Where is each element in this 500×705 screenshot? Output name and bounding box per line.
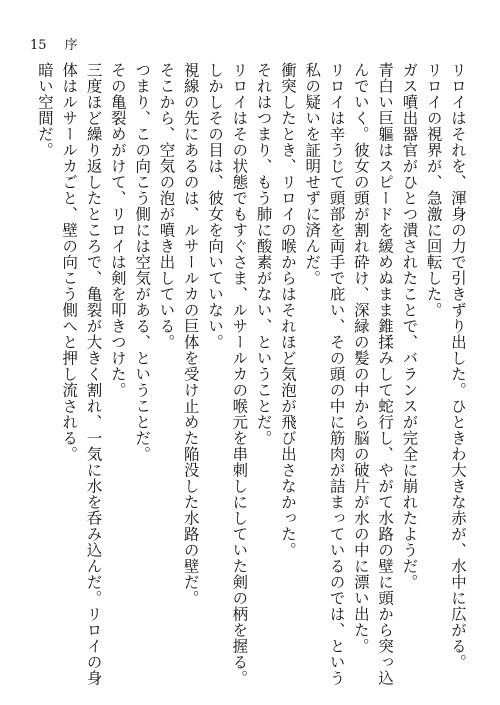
text-line: 衝突したとき、リロイの喉からはそれほど気泡が飛び出さなかった。 <box>278 62 297 558</box>
text-line: 三度ほど繰り返したところで、亀裂が大きく割れ、一気に水を呑み込んだ。リロイの身 <box>84 62 103 686</box>
body-text <box>33 62 470 686</box>
text-line: ガス噴出器官がひとつ潰されたことで、バランスが完全に崩れたようだ。 <box>400 62 419 590</box>
text-line: リロイはその状態でもすぐさま、ルサールカの喉元を串刺しにしていた剣の柄を握る。 <box>230 62 249 686</box>
page-number: 15 <box>30 38 47 53</box>
text-line: それはつまり、もう肺に酸素がない、ということだ。 <box>254 62 273 446</box>
text-line: 視線の先にあるのは、ルサールカの巨体を受け止めた陥没した水路の壁だ。 <box>181 62 200 606</box>
text-line: そこから、空気の泡が噴き出している。 <box>157 62 176 350</box>
text-line: 青白い巨軀はスピードを緩めぬまま錐揉みして蛇行し、やがて水路の壁に頭から突っ込 <box>376 62 395 686</box>
text-line: 暗い空間だ。 <box>35 62 54 158</box>
text-line: つまり、この向こう側には空気がある、ということだ。 <box>133 62 152 462</box>
page-header <box>30 38 78 54</box>
text-line: リロイの視界が、急激に回転した。 <box>424 62 443 318</box>
text-line: その亀裂めがけて、リロイは剣を叩きつけた。 <box>108 62 127 398</box>
text-line: んでいく。彼女の頭が割れ砕け、深緑の髪の中から脳の破片が水の中に漂い出た。 <box>351 62 370 654</box>
text-line: 体はルサールカごと、壁の向こう側へと押し流される。 <box>60 62 79 462</box>
text-line: しかしその目は、彼女を向いていない。 <box>206 62 225 350</box>
text-line: リロイは辛うじて頭部を両手で庇い、その頭の中に筋肉が詰まっているのでは、という <box>327 62 346 686</box>
text-line: 私の疑いを証明せずに済んだ。 <box>303 62 322 286</box>
text-line: リロイはそれを、渾身の力で引きずり出した。ひときわ大きな赤が、水中に広がる。 <box>449 62 467 670</box>
chapter-title: 序 <box>64 38 78 53</box>
